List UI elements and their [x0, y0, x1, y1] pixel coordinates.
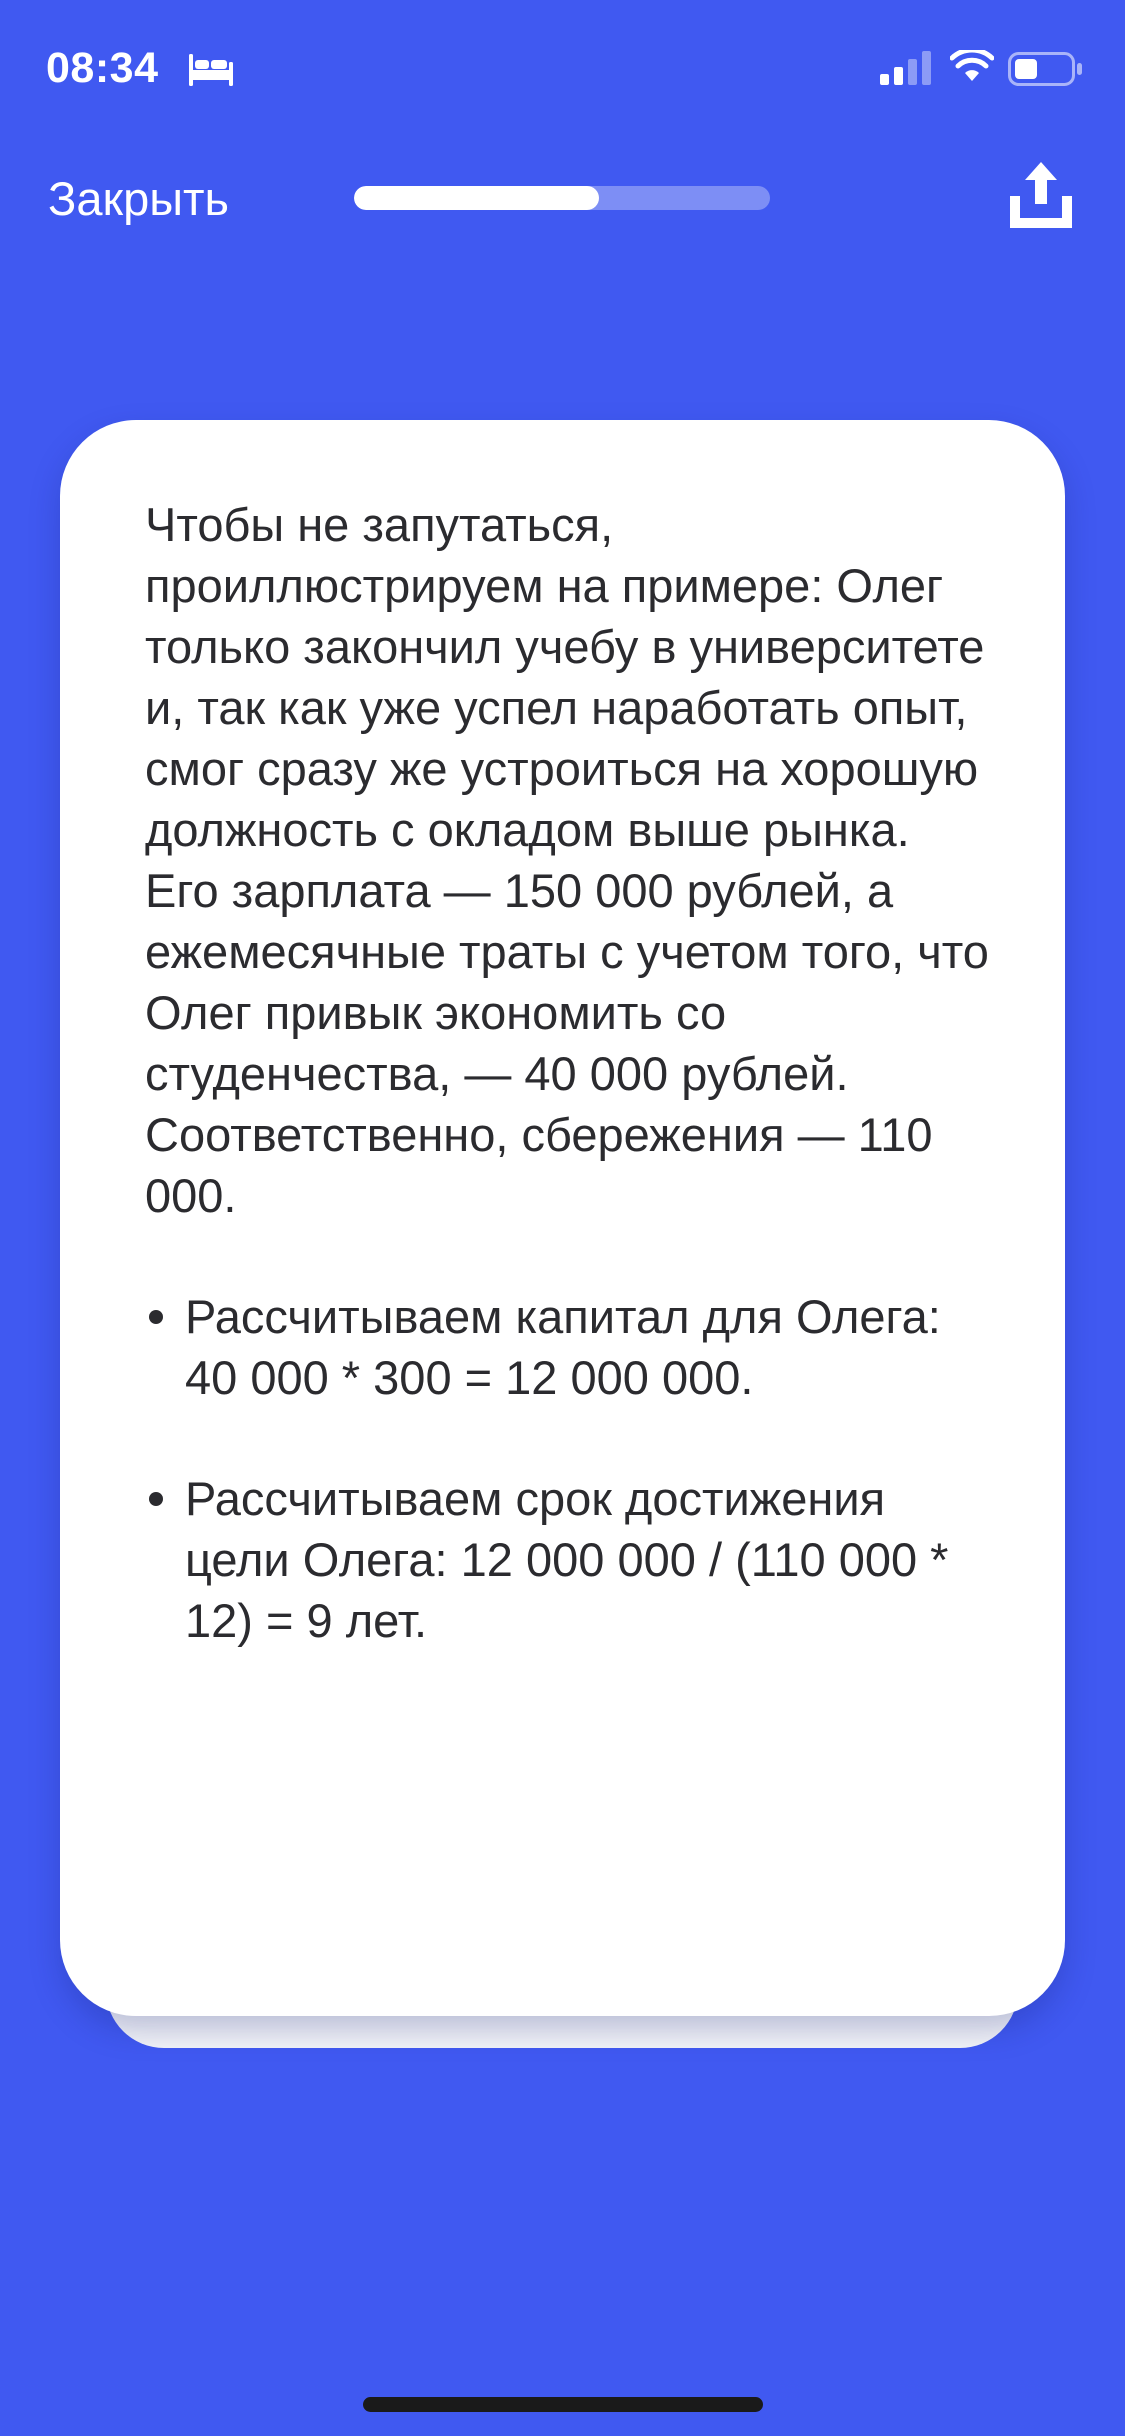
close-button[interactable]: Закрыть: [48, 172, 230, 225]
status-bar: [0, 0, 1125, 140]
cellular-signal-icon: [880, 50, 934, 86]
wifi-icon: [950, 50, 994, 84]
status-time: 08:34: [46, 44, 159, 92]
share-button[interactable]: [1004, 158, 1078, 232]
bed-icon: [187, 50, 235, 88]
story-progress-fill: [354, 186, 599, 210]
story-progress-bar: [354, 186, 770, 210]
list-item-text: Рассчитываем капитал для Олега: 40 000 * 300 = 12 000 000.: [185, 1290, 941, 1404]
bullet-dot: [149, 1310, 163, 1324]
bullet-list: [145, 1286, 995, 1651]
card-paragraph: Чтобы не запутаться, проиллюстрируем на примере: Олег только закончил учебу в университете и, так как уже успел наработать опыт, смог сразу же устроиться на хорошую должность с окладом выше рынка. Его зарплата — 150 000 рублей, а ежемесячные траты с учетом того, что Олег привык экономить со студенчества, — 40 000 рублей. Соответственно, сбережения — 110 000.: [145, 498, 989, 1222]
home-indicator[interactable]: [363, 2397, 763, 2412]
story-card: [60, 420, 1065, 2016]
list-item: [145, 1286, 995, 1408]
list-item-text: Рассчитываем срок достижения цели Олега: 12 000 000 / (110 000 * 12) = 9 лет.: [185, 1472, 949, 1647]
bullet-dot: [149, 1492, 163, 1506]
battery-icon: [1008, 52, 1084, 86]
list-item: [145, 1468, 995, 1651]
share-upload-icon: [1004, 158, 1078, 232]
